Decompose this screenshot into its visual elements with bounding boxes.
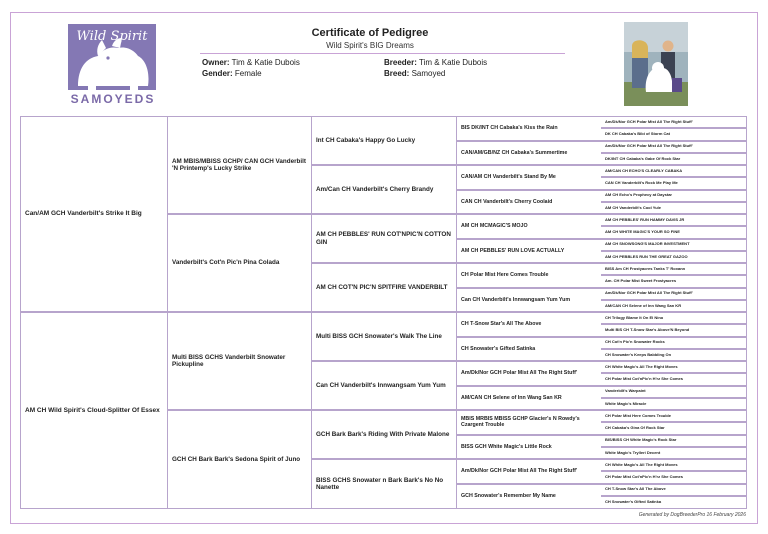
certificate-title: Certificate of Pedigree — [311, 27, 429, 39]
breeder-value: Tim & Katie Dubois — [418, 58, 488, 67]
gen4-cell: Can CH Vanderbilt's Innwangsam Yum Yum — [456, 288, 601, 313]
owner-value: Tim & Katie Dubois — [231, 58, 300, 67]
gen5-cell: AM CH SNOWSONG'S MAJOR INVESTMENT — [601, 239, 747, 251]
gen5-cell: CH Snowater's Gifted Satinka — [601, 496, 747, 509]
gen4-cell: CAN CH Vanderbilt's Cherry Coolaid — [456, 190, 601, 215]
gen2-cell: Vanderbilt's Cot'n Pic'n Pina Colada — [167, 214, 311, 312]
logo-word: SAMOYEDS — [70, 92, 156, 106]
gen5-cell: Multi BIS CH T-Snow Star's Above'N Beyond — [601, 324, 747, 336]
gen5-cell: AM CH PEBBLES' RUN HAMMY DAVIS JR — [601, 214, 747, 226]
pedigree-chart — [20, 116, 747, 509]
gen5-cell: AM CH WHITE MAGIC'S YOUR SO FINE — [601, 226, 747, 238]
gen2-cell: AM MBIS/MBISS GCHP/ CAN GCH Vanderbilt 'N Printemp's Lucky Strike — [167, 116, 311, 214]
gen4-cell: Am/Dk/Nor GCH Polar Mist All The Right Stuff' — [456, 459, 601, 484]
gen4-cell: CH Polar Mist Here Comes Trouble — [456, 263, 601, 288]
gen4-cell: AM CH MCMAGIC'S MOJO — [456, 214, 601, 239]
gen5-cell: Am/Dk/Nor GCH Polar Mist All The Right Stuff' — [601, 116, 747, 128]
breed-row — [384, 69, 445, 78]
gen3-cell: Int CH Cabaka's Happy Go Lucky — [311, 116, 456, 165]
gen3-cell: Can CH Vanderbilt's Innwangsam Yum Yum — [311, 361, 456, 410]
gen5-cell: CH Polar Mist Cot'nPic'n H'rz She Comes — [601, 471, 747, 483]
gen5-cell: AM/CAN CH Selene of Inn Wang San KR — [601, 300, 747, 312]
generated-footer: Generated by DogBreederPro 16 February 2026 — [638, 512, 746, 518]
gen5-cell: Am. CH Polar Mist Sweet Frostyacres — [601, 275, 747, 287]
gen4-cell: CH T-Snow Star's All The Above — [456, 312, 601, 337]
breed-value: Samoyed — [411, 69, 446, 78]
breeder-label: Breeder: — [384, 58, 417, 67]
gen1-dam: AM CH Wild Spirit's Cloud-Splitter Of Essex — [20, 312, 167, 509]
gen5-cell: CH Trilogy Blame It On El Nino — [601, 312, 747, 324]
gen5-cell: White Magic's Trylleri Decent — [601, 447, 747, 459]
gen3-cell: GCH Bark Bark's Riding With Private Malone — [311, 410, 456, 459]
gen5-cell: AM CH Echo's Prophecy at Daystar — [601, 190, 747, 202]
gen1-sire: Can/AM GCH Vanderbilt's Strike It Big — [20, 116, 167, 312]
gen5-cell: White Magic's Miracle — [601, 398, 747, 410]
gen5-cell: CH Cabaka's Gina Of Rock Star — [601, 422, 747, 434]
logo-script-text: Wild Spirit — [76, 29, 148, 44]
gen5-cell: Am/Dk/Nor GCH Polar Mist All The Right Stuff' — [601, 141, 747, 153]
gen4-cell: AM CH PEBBLES' RUN LOVE ACTUALLY — [456, 239, 601, 264]
breeder-row — [384, 58, 487, 67]
header-divider — [200, 53, 565, 54]
gen5-cell: Am/Dk/Nor GCH Polar Mist All The Right Stuff' — [601, 288, 747, 300]
gen5-cell: DK/INT CH Cabaka's Gabe Of Rock Star — [601, 153, 747, 165]
gen5-cell: CH Snowater's Keeps Babbling On — [601, 349, 747, 361]
gen2-cell: Multi BISS GCHS Vanderbilt Snowater Pickupline — [167, 312, 311, 410]
gen4-cell: BISS GCH White Magic's Little Rock — [456, 435, 601, 460]
dog-photo — [624, 22, 688, 106]
gen5-cell: AM CH Vanderbilt's Cool Yule — [601, 202, 747, 214]
gen4-cell: CAN/AM/GB/NZ CH Cabaka's Summertime — [456, 141, 601, 166]
owner-label: Owner: — [202, 58, 230, 67]
gen5-cell: CH Polar Mist Cot'nPic'n H'rz She Comes — [601, 373, 747, 385]
gender-label: Gender: — [202, 69, 233, 78]
gen4-cell: MBIS MRBIS MBISS GCHP Glacier's N Rowdy's Czargent Trouble — [456, 410, 601, 435]
gen3-cell: AM CH PEBBLES' RUN COT'NPIC'N COTTON GIN — [311, 214, 456, 263]
gen3-cell: BISS GCHS Snowater n Bark Bark's No No Nanette — [311, 459, 456, 509]
gen4-cell: BIS DK/INT CH Cabaka's Kiss the Rain — [456, 116, 601, 141]
gen5-cell: CH Polar Mist Here Comes Trouble — [601, 410, 747, 422]
gen4-cell: CH Snowater's Gifted Satinka — [456, 337, 601, 362]
gen3-cell: AM CH COT'N PIC'N SPITFIRE VANDERBILT — [311, 263, 456, 312]
gen5-cell: CH White Magic's All The Right Moves — [601, 361, 747, 373]
gen5-cell: AM CH PEBBLES RUN THE GREAT GAZOO — [601, 251, 747, 263]
gen2-cell: GCH CH Bark Bark's Sedona Spirit of Juno — [167, 410, 311, 509]
breed-label: Breed: — [384, 69, 410, 78]
gen5-cell: AM/CAN CH ECHO'S CLEARLY CABAKA — [601, 165, 747, 177]
gen4-cell: Am/Dk/Nor GCH Polar Mist All The Right Stuff' — [456, 361, 601, 386]
dog-name-subtitle: Wild Spirit's BIG Dreams — [326, 41, 414, 50]
gen5-cell: BISS Am CH Frostyacres Tanks T' Roxann — [601, 263, 747, 275]
gen5-cell: DK CH Cabaka's Bibi of Storm Cat — [601, 128, 747, 140]
gen4-cell: AM/CAN CH Selene of Inn Wang San KR — [456, 386, 601, 411]
gen5-cell: CH Cot'n Pic'n Snowater Rocks — [601, 337, 747, 349]
gender-value: Female — [234, 69, 262, 78]
gen5-cell: CH White Magic's All The Right Moves — [601, 459, 747, 471]
gen3-cell: Am/Can CH Vanderbilt's Cherry Brandy — [311, 165, 456, 214]
gen5-cell: CH T-Snow Star's All The Above — [601, 484, 747, 496]
gen4-cell: CAN/AM CH Vanderbilt's Stand By Me — [456, 165, 601, 190]
gen5-cell: BIS/BISS CH White Magic's Rock Star — [601, 435, 747, 447]
gen3-cell: Multi BISS GCH Snowater's Walk The Line — [311, 312, 456, 361]
gender-row — [202, 69, 262, 78]
gen4-cell: GCH Snowater's Remember My Name — [456, 484, 601, 510]
gen5-cell: CAN CH Vanderbilt's Rock Me Play Me — [601, 177, 747, 189]
gen5-cell: Vanderbilt's Warpaint — [601, 386, 747, 398]
owner-row — [202, 58, 300, 67]
